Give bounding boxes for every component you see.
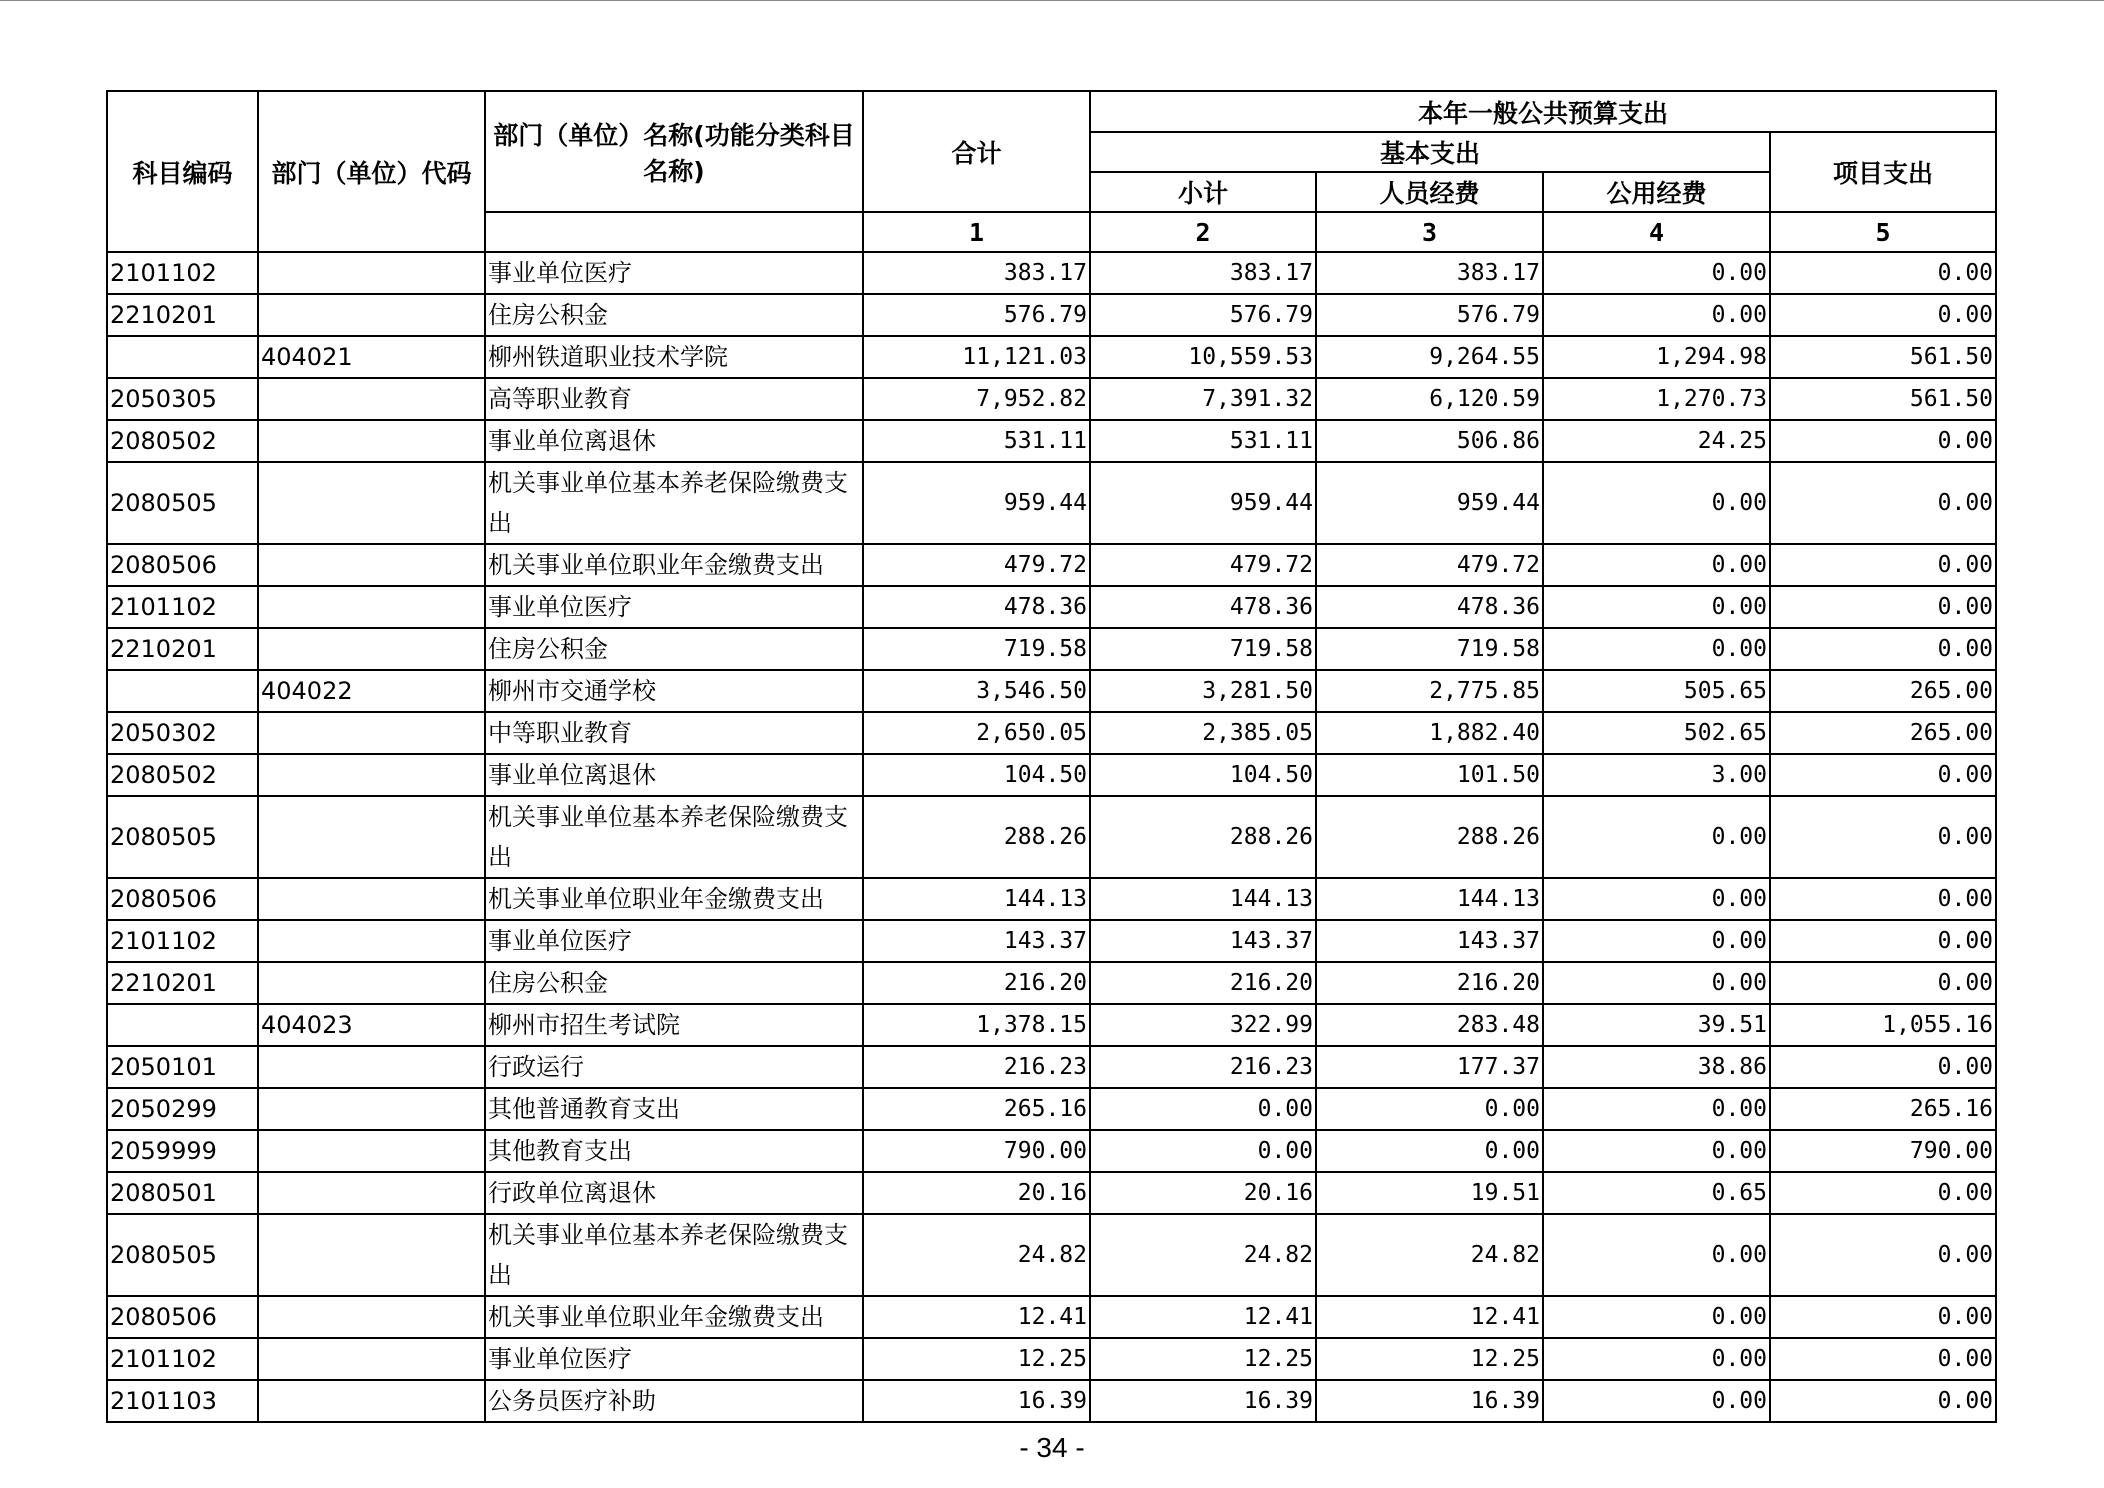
header-col-5: 5	[1770, 212, 1996, 252]
cell-total: 24.82	[863, 1214, 1090, 1296]
cell-total: 265.16	[863, 1088, 1090, 1130]
table-row	[107, 754, 1996, 796]
cell-dept-code	[258, 1046, 485, 1088]
cell-public: 38.86	[1543, 1046, 1770, 1088]
cell-subtotal: 288.26	[1090, 796, 1316, 878]
cell-project: 0.00	[1770, 252, 1996, 294]
cell-dept-code	[258, 586, 485, 628]
header-basic: 基本支出	[1090, 132, 1770, 172]
cell-subtotal: 20.16	[1090, 1172, 1316, 1214]
cell-name: 柳州市交通学校	[485, 670, 863, 712]
cell-total: 1,378.15	[863, 1004, 1090, 1046]
header-group: 本年一般公共预算支出	[1090, 91, 1996, 132]
cell-dept-code	[258, 1338, 485, 1380]
cell-dept-code	[258, 878, 485, 920]
cell-total: 12.25	[863, 1338, 1090, 1380]
cell-dept-code	[258, 628, 485, 670]
cell-dept-code	[258, 1172, 485, 1214]
cell-subtotal: 216.23	[1090, 1046, 1316, 1088]
cell-name: 机关事业单位职业年金缴费支出	[485, 878, 863, 920]
cell-subtotal: 479.72	[1090, 544, 1316, 586]
cell-code: 2050302	[107, 712, 258, 754]
cell-personnel: 216.20	[1316, 962, 1543, 1004]
cell-public: 3.00	[1543, 754, 1770, 796]
cell-subtotal: 0.00	[1090, 1130, 1316, 1172]
cell-public: 0.00	[1543, 462, 1770, 544]
header-dept-code: 部门（单位）代码	[258, 91, 485, 252]
table-row	[107, 796, 1996, 878]
table-row	[107, 1172, 1996, 1214]
table-row	[107, 294, 1996, 336]
cell-subtotal: 383.17	[1090, 252, 1316, 294]
table-row	[107, 1296, 1996, 1338]
cell-personnel: 101.50	[1316, 754, 1543, 796]
header-col-4: 4	[1543, 212, 1770, 252]
cell-name: 柳州铁道职业技术学院	[485, 336, 863, 378]
table-row	[107, 1214, 1996, 1296]
cell-public: 39.51	[1543, 1004, 1770, 1046]
table-row	[107, 420, 1996, 462]
cell-subtotal: 10,559.53	[1090, 336, 1316, 378]
cell-code: 2101102	[107, 252, 258, 294]
cell-dept-code	[258, 920, 485, 962]
cell-personnel: 9,264.55	[1316, 336, 1543, 378]
cell-total: 143.37	[863, 920, 1090, 962]
cell-project: 0.00	[1770, 1338, 1996, 1380]
cell-public: 0.00	[1543, 586, 1770, 628]
cell-code: 2080506	[107, 878, 258, 920]
cell-total: 959.44	[863, 462, 1090, 544]
cell-subtotal: 719.58	[1090, 628, 1316, 670]
cell-name: 机关事业单位基本养老保险缴费支出	[485, 796, 863, 878]
cell-total: 790.00	[863, 1130, 1090, 1172]
cell-personnel: 959.44	[1316, 462, 1543, 544]
table-row	[107, 670, 1996, 712]
cell-code: 2080506	[107, 1296, 258, 1338]
cell-personnel: 576.79	[1316, 294, 1543, 336]
cell-code: 2210201	[107, 628, 258, 670]
cell-personnel: 0.00	[1316, 1130, 1543, 1172]
budget-table	[106, 90, 1997, 1423]
cell-project: 0.00	[1770, 544, 1996, 586]
cell-project: 0.00	[1770, 1046, 1996, 1088]
cell-personnel: 12.41	[1316, 1296, 1543, 1338]
cell-dept-code	[258, 252, 485, 294]
cell-dept-code	[258, 294, 485, 336]
cell-total: 144.13	[863, 878, 1090, 920]
cell-name: 高等职业教育	[485, 378, 863, 420]
cell-name: 事业单位医疗	[485, 1338, 863, 1380]
cell-name: 其他普通教育支出	[485, 1088, 863, 1130]
table-row	[107, 1380, 1996, 1422]
cell-project: 0.00	[1770, 1380, 1996, 1422]
cell-code	[107, 670, 258, 712]
cell-public: 1,270.73	[1543, 378, 1770, 420]
header-col-3: 3	[1316, 212, 1543, 252]
cell-total: 216.23	[863, 1046, 1090, 1088]
cell-name: 机关事业单位职业年金缴费支出	[485, 1296, 863, 1338]
cell-personnel: 288.26	[1316, 796, 1543, 878]
cell-name: 事业单位医疗	[485, 586, 863, 628]
header-code: 科目编码	[107, 91, 258, 252]
cell-project: 561.50	[1770, 378, 1996, 420]
header-col-blank	[485, 212, 863, 252]
cell-dept-code	[258, 544, 485, 586]
cell-code: 2101102	[107, 586, 258, 628]
cell-project: 0.00	[1770, 628, 1996, 670]
cell-personnel: 144.13	[1316, 878, 1543, 920]
cell-subtotal: 143.37	[1090, 920, 1316, 962]
cell-public: 0.00	[1543, 294, 1770, 336]
cell-total: 12.41	[863, 1296, 1090, 1338]
table-row	[107, 1338, 1996, 1380]
cell-project: 0.00	[1770, 462, 1996, 544]
cell-subtotal: 7,391.32	[1090, 378, 1316, 420]
cell-subtotal: 12.41	[1090, 1296, 1316, 1338]
cell-dept-code	[258, 378, 485, 420]
cell-dept-code	[258, 1380, 485, 1422]
cell-project: 0.00	[1770, 878, 1996, 920]
cell-dept-code	[258, 962, 485, 1004]
cell-subtotal: 216.20	[1090, 962, 1316, 1004]
cell-personnel: 383.17	[1316, 252, 1543, 294]
cell-personnel: 283.48	[1316, 1004, 1543, 1046]
cell-code: 2080506	[107, 544, 258, 586]
cell-code: 2080505	[107, 462, 258, 544]
cell-subtotal: 144.13	[1090, 878, 1316, 920]
cell-dept-code	[258, 796, 485, 878]
cell-total: 2,650.05	[863, 712, 1090, 754]
cell-public: 0.00	[1543, 252, 1770, 294]
cell-subtotal: 104.50	[1090, 754, 1316, 796]
cell-code: 2050299	[107, 1088, 258, 1130]
cell-name: 机关事业单位基本养老保险缴费支出	[485, 462, 863, 544]
cell-code: 2080502	[107, 754, 258, 796]
cell-personnel: 6,120.59	[1316, 378, 1543, 420]
cell-subtotal: 531.11	[1090, 420, 1316, 462]
cell-dept-code	[258, 1088, 485, 1130]
cell-name: 住房公积金	[485, 962, 863, 1004]
cell-personnel: 143.37	[1316, 920, 1543, 962]
table-row	[107, 962, 1996, 1004]
cell-subtotal: 576.79	[1090, 294, 1316, 336]
cell-personnel: 19.51	[1316, 1172, 1543, 1214]
cell-total: 216.20	[863, 962, 1090, 1004]
cell-code	[107, 1004, 258, 1046]
cell-name: 行政单位离退休	[485, 1172, 863, 1214]
cell-public: 0.00	[1543, 878, 1770, 920]
header-col-2: 2	[1090, 212, 1316, 252]
table-row	[107, 712, 1996, 754]
cell-personnel: 177.37	[1316, 1046, 1543, 1088]
cell-total: 531.11	[863, 420, 1090, 462]
header-col-1: 1	[863, 212, 1090, 252]
cell-personnel: 478.36	[1316, 586, 1543, 628]
cell-dept-code: 404022	[258, 670, 485, 712]
page-number: - 34 -	[1019, 1432, 1085, 1463]
table-header	[107, 91, 1996, 252]
cell-code: 2059999	[107, 1130, 258, 1172]
cell-project: 0.00	[1770, 586, 1996, 628]
cell-name: 事业单位医疗	[485, 920, 863, 962]
header-subtotal: 小计	[1090, 172, 1316, 212]
cell-public: 0.00	[1543, 1380, 1770, 1422]
cell-code: 2210201	[107, 294, 258, 336]
cell-name: 事业单位离退休	[485, 754, 863, 796]
cell-total: 104.50	[863, 754, 1090, 796]
cell-project: 265.00	[1770, 712, 1996, 754]
cell-subtotal: 16.39	[1090, 1380, 1316, 1422]
table-row	[107, 920, 1996, 962]
cell-personnel: 506.86	[1316, 420, 1543, 462]
cell-project: 0.00	[1770, 294, 1996, 336]
table-row	[107, 378, 1996, 420]
header-public: 公用经费	[1543, 172, 1770, 212]
cell-name: 住房公积金	[485, 628, 863, 670]
cell-public: 0.00	[1543, 962, 1770, 1004]
cell-project: 0.00	[1770, 1172, 1996, 1214]
cell-total: 478.36	[863, 586, 1090, 628]
cell-dept-code	[258, 1214, 485, 1296]
cell-public: 0.00	[1543, 920, 1770, 962]
table-row	[107, 1004, 1996, 1046]
cell-project: 0.00	[1770, 754, 1996, 796]
cell-subtotal: 478.36	[1090, 586, 1316, 628]
cell-total: 20.16	[863, 1172, 1090, 1214]
cell-personnel: 719.58	[1316, 628, 1543, 670]
cell-total: 3,546.50	[863, 670, 1090, 712]
cell-public: 0.00	[1543, 1296, 1770, 1338]
cell-name: 事业单位离退休	[485, 420, 863, 462]
cell-total: 16.39	[863, 1380, 1090, 1422]
cell-code: 2101102	[107, 920, 258, 962]
cell-project: 0.00	[1770, 920, 1996, 962]
cell-subtotal: 3,281.50	[1090, 670, 1316, 712]
cell-public: 0.00	[1543, 1088, 1770, 1130]
cell-total: 11,121.03	[863, 336, 1090, 378]
cell-project: 0.00	[1770, 962, 1996, 1004]
table-row	[107, 462, 1996, 544]
cell-name: 机关事业单位基本养老保险缴费支出	[485, 1214, 863, 1296]
cell-subtotal: 959.44	[1090, 462, 1316, 544]
cell-project: 0.00	[1770, 420, 1996, 462]
cell-public: 505.65	[1543, 670, 1770, 712]
cell-personnel: 0.00	[1316, 1088, 1543, 1130]
cell-project: 0.00	[1770, 1296, 1996, 1338]
top-rule	[0, 0, 2104, 1]
cell-code: 2101103	[107, 1380, 258, 1422]
table-row	[107, 586, 1996, 628]
cell-project: 0.00	[1770, 796, 1996, 878]
cell-name: 其他教育支出	[485, 1130, 863, 1172]
cell-subtotal: 0.00	[1090, 1088, 1316, 1130]
cell-subtotal: 24.82	[1090, 1214, 1316, 1296]
cell-project: 265.16	[1770, 1088, 1996, 1130]
cell-project: 265.00	[1770, 670, 1996, 712]
cell-total: 383.17	[863, 252, 1090, 294]
cell-public: 0.00	[1543, 544, 1770, 586]
header-project: 项目支出	[1770, 132, 1996, 212]
cell-personnel: 2,775.85	[1316, 670, 1543, 712]
table-row	[107, 878, 1996, 920]
cell-code: 2080505	[107, 796, 258, 878]
cell-public: 502.65	[1543, 712, 1770, 754]
cell-project: 0.00	[1770, 1214, 1996, 1296]
cell-total: 7,952.82	[863, 378, 1090, 420]
cell-public: 0.00	[1543, 1130, 1770, 1172]
cell-subtotal: 12.25	[1090, 1338, 1316, 1380]
header-dept-name: 部门（单位）名称(功能分类科目名称)	[485, 91, 863, 212]
cell-code: 2080505	[107, 1214, 258, 1296]
table-row	[107, 1046, 1996, 1088]
cell-personnel: 1,882.40	[1316, 712, 1543, 754]
cell-name: 中等职业教育	[485, 712, 863, 754]
cell-code: 2080501	[107, 1172, 258, 1214]
cell-public: 0.00	[1543, 1338, 1770, 1380]
table-row	[107, 336, 1996, 378]
cell-dept-code	[258, 712, 485, 754]
cell-project: 561.50	[1770, 336, 1996, 378]
cell-dept-code	[258, 420, 485, 462]
cell-personnel: 479.72	[1316, 544, 1543, 586]
header-total: 合计	[863, 91, 1090, 212]
cell-code: 2050305	[107, 378, 258, 420]
cell-project: 1,055.16	[1770, 1004, 1996, 1046]
cell-code: 2210201	[107, 962, 258, 1004]
cell-dept-code: 404021	[258, 336, 485, 378]
table-row	[107, 628, 1996, 670]
table-row	[107, 1088, 1996, 1130]
cell-public: 0.00	[1543, 796, 1770, 878]
table-body	[107, 252, 1996, 1422]
cell-name: 行政运行	[485, 1046, 863, 1088]
cell-code: 2101102	[107, 1338, 258, 1380]
cell-name: 公务员医疗补助	[485, 1380, 863, 1422]
cell-name: 住房公积金	[485, 294, 863, 336]
cell-public: 0.00	[1543, 628, 1770, 670]
cell-code	[107, 336, 258, 378]
table-row	[107, 1130, 1996, 1172]
cell-public: 0.00	[1543, 1214, 1770, 1296]
cell-subtotal: 322.99	[1090, 1004, 1316, 1046]
cell-project: 790.00	[1770, 1130, 1996, 1172]
cell-total: 288.26	[863, 796, 1090, 878]
cell-name: 事业单位医疗	[485, 252, 863, 294]
cell-total: 479.72	[863, 544, 1090, 586]
cell-subtotal: 2,385.05	[1090, 712, 1316, 754]
cell-dept-code	[258, 754, 485, 796]
cell-public: 24.25	[1543, 420, 1770, 462]
cell-name: 机关事业单位职业年金缴费支出	[485, 544, 863, 586]
cell-dept-code	[258, 1130, 485, 1172]
table-row	[107, 544, 1996, 586]
cell-personnel: 12.25	[1316, 1338, 1543, 1380]
cell-personnel: 16.39	[1316, 1380, 1543, 1422]
cell-code: 2050101	[107, 1046, 258, 1088]
cell-personnel: 24.82	[1316, 1214, 1543, 1296]
cell-public: 1,294.98	[1543, 336, 1770, 378]
cell-code: 2080502	[107, 420, 258, 462]
cell-dept-code: 404023	[258, 1004, 485, 1046]
cell-total: 576.79	[863, 294, 1090, 336]
cell-total: 719.58	[863, 628, 1090, 670]
cell-public: 0.65	[1543, 1172, 1770, 1214]
cell-dept-code	[258, 462, 485, 544]
table-row	[107, 252, 1996, 294]
cell-dept-code	[258, 1296, 485, 1338]
cell-name: 柳州市招生考试院	[485, 1004, 863, 1046]
header-personnel: 人员经费	[1316, 172, 1543, 212]
